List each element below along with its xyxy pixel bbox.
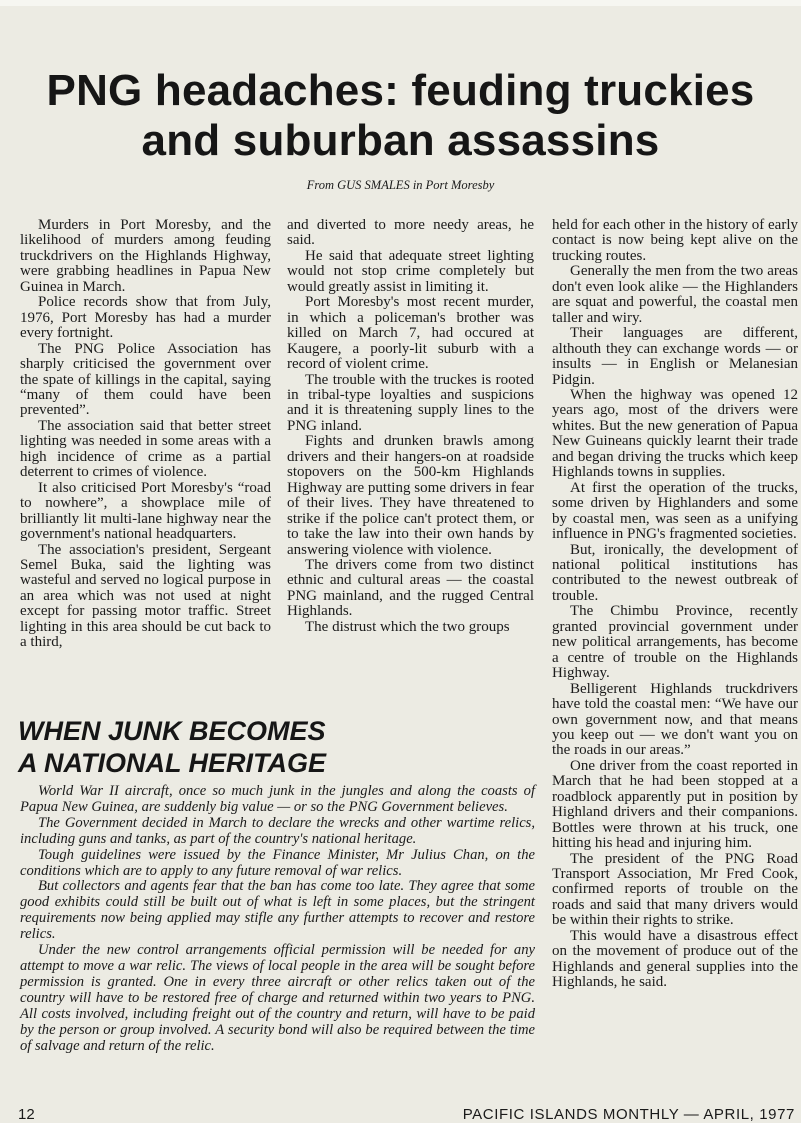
sidebar-story — [20, 784, 535, 1054]
paragraph: The distrust which the two groups — [305, 618, 510, 635]
paragraph: When the highway was opened 12 years ago, most of the drivers were whites. But the new generation of Papua New Guineans quickly learnt their trade and began driving the trucks which keep Highlands towns in supplies. — [552, 386, 798, 481]
paragraph: World War II aircraft, once so much junk in the jungles and along the coasts of Papua New Guinea, are suddenly big value — or so the PNG Government believes. — [20, 783, 535, 815]
article-column-1 — [20, 218, 271, 651]
paragraph: Police records show that from July, 1976, Port Moresby has had a murder every fortnight. — [20, 294, 271, 342]
sidebar-headline-line-1: WHEN JUNK BECOMES — [18, 716, 326, 746]
paragraph: But, ironically, the development of national political institutions has contributed to the newest outbreak of trouble. — [552, 541, 798, 604]
sidebar-headline — [18, 715, 538, 779]
paragraph: The association's president, Sergeant Semel Buka, said the lighting was wasteful and served no logical purpose in an area which was not used at night except for passing motor traffic. Street lighting in this area should be cut back to a third, — [20, 541, 271, 651]
paragraph: The drivers come from two distinct ethnic and cultural areas — the coastal PNG mainland, and the rugged Central Highlands. — [287, 556, 534, 620]
paragraph: The association said that better street lighting was needed in some areas with a high incidence of crime as a partial deterrent to crimes of violence. — [20, 417, 271, 481]
article-column-3 — [552, 218, 798, 991]
paragraph: The president of the PNG Road Transport Association, Mr Fred Cook, confirmed reports of trouble on the roads and said that many drivers would be within their rights to strike. — [552, 850, 798, 929]
paragraph: But collectors and agents fear that the ban has come too late. They agree that some good exhibits could still be built out of what is left in some places, but the stringent requirements now being applied may stifle any further attempts to recover and restore relics. — [20, 878, 535, 943]
page-footer — [0, 1103, 801, 1123]
paragraph: One driver from the coast reported in March that he had been stopped at a roadblock apparently put in position by Highland drivers and their companions. Bottles were thrown at his truck, one hitting his head and injuring him. — [552, 757, 798, 852]
paragraph: Murders in Port Moresby, and the likelihood of murders among feuding truckdrivers on the Highlands Highway, were grabbing headlines in Papua New Guinea in March. — [20, 217, 271, 295]
paragraph: He said that adequate street lighting would not stop crime completely but would greatly assist in limiting it. — [287, 247, 534, 295]
paragraph: Port Moresby's most recent murder, in which a policeman's brother was killed on March 7, had occured at Kaugere, a poorly-lit suburb with a record of violent crime. — [287, 294, 534, 373]
headline — [0, 66, 801, 166]
headline-line-2: and suburban assassins — [141, 116, 660, 165]
page-number: 12 — [18, 1106, 35, 1123]
paragraph: This would have a disastrous effect on the movement of produce out of the Highlands and general supplies into the Highlands, he said. — [552, 927, 798, 991]
paragraph: and diverted to more needy areas, he said. — [287, 217, 534, 249]
article-column-2 — [287, 218, 534, 635]
paragraph: Their languages are different, althouth they can exchange words — or insults — in English or Melanesian Pidgin. — [552, 325, 798, 388]
paragraph: Tough guidelines were issued by the Finance Minister, Mr Julius Chan, on the conditions which are to apply to any future removal of war relics. — [20, 846, 535, 879]
paragraph: Fights and drunken brawls among drivers and their hangers-on at roadside stopovers on the 500-km Highlands Highway are putting some drivers in fear of their lives. They have threatened to strike if the police can't protect them, or to take the law into their own hands by answering violence with violence. — [287, 433, 534, 558]
sidebar-headline-line-2: A NATIONAL HERITAGE — [18, 748, 326, 778]
paragraph: The PNG Police Association has sharply criticised the government over the spate of killings in the capital, saying “many of them could have been prevented”. — [20, 340, 271, 419]
paragraph: Generally the men from the two areas don't even look alike — the Highlanders are squat and powerful, the coastal men taller and wiry. — [552, 263, 798, 326]
paragraph: The Chimbu Province, recently granted provincial government under new political arrangements, has become a centre of trouble on the Highlands Highway. — [552, 603, 798, 682]
paragraph: held for each other in the history of early contact is now being kept alive on the trucking routes. — [552, 217, 798, 264]
page-top-edge — [0, 0, 801, 6]
paragraph: The Government decided in March to declare the wrecks and other wartime relics, including guns and tanks, as part of the country's national heritage. — [20, 814, 535, 847]
paragraph: At first the operation of the trucks, some driven by Highlanders and some by coastal men, was seen as a unifying influence in PNG's fragmented societies. — [552, 479, 798, 543]
paragraph: The trouble with the truckes is rooted in tribal-type loyalties and suspicions and it is threatening supply lines to the PNG inland. — [287, 371, 534, 434]
issue-line: PACIFIC ISLANDS MONTHLY — APRIL, 1977 — [462, 1106, 795, 1123]
paragraph: Under the new control arrangements official permission will be needed for any attempt to move a war relic. The views of local people in the area will be sought before permission is granted. One in every three aircraft or other relics taken out of the country will have to be restored free of charge and returned within two years to PNG. All costs involved, including freight out of the country and return, will have to be paid by the person or group involved. A security bond will also be required between the time of salvage and return of the relic. — [20, 942, 535, 1054]
headline-line-1: PNG headaches: feuding truckies — [46, 66, 755, 115]
paragraph: Belligerent Highlands truckdrivers have told the coastal men: “We have our own government now, and that means you keep out — we don't want you on the roads in our areas.” — [552, 680, 798, 759]
byline: From GUS SMALES in Port Moresby — [306, 178, 495, 192]
paragraph: It also criticised Port Moresby's “road to nowhere”, a showplace mile of brilliantly lit multi-lane highway near the government's national headquarters. — [20, 479, 271, 543]
